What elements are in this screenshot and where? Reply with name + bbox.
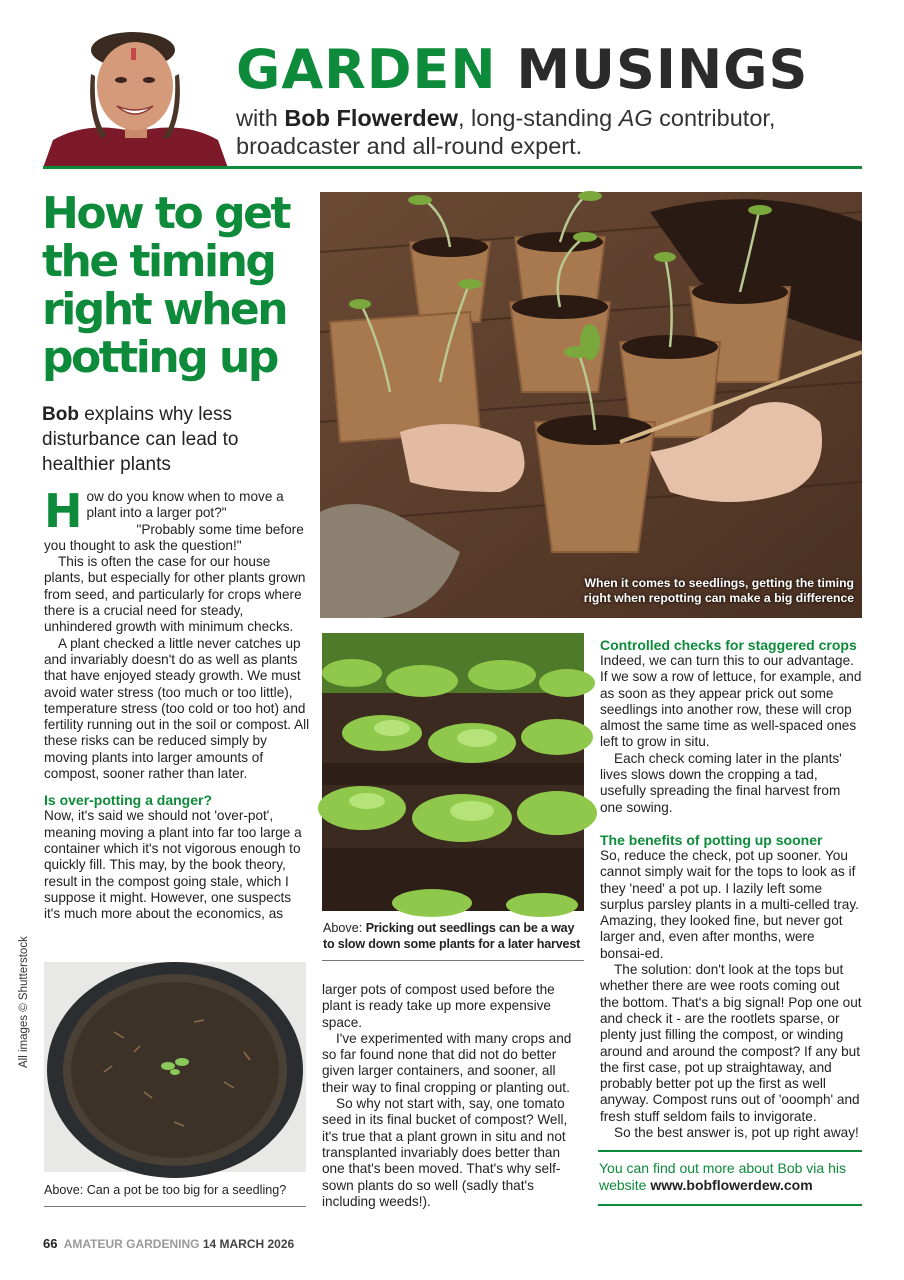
- page-footer: [43, 1236, 294, 1251]
- pot-photo: [44, 962, 306, 1172]
- paragraph: I've experimented with many crops and so far found none that did not do better given larger containers, and sooner, all their way to final cropping or planting out.: [322, 1030, 572, 1095]
- paragraph: ow do you know when to move a plant into a larger pot?": [86, 489, 284, 521]
- caption-prefix: Above:: [323, 921, 366, 935]
- paragraph: This is often the case for our house plants, but especially for other plants grown from seed, and particularly for crops where there is a crucial need for steady, unhindered growth with minimum checks.: [44, 554, 306, 635]
- footer-top-rule: [598, 1150, 862, 1152]
- caption-divider: [322, 960, 584, 961]
- author-portrait: [43, 28, 228, 168]
- standfirst-bold: Bob: [42, 404, 79, 425]
- lettuce-photo: [322, 633, 584, 911]
- issue-date: 14 MARCH 2026: [202, 1237, 295, 1251]
- article-headline: How to get the timing right when potting up: [42, 188, 289, 383]
- caption-text: Pricking out seedlings can be a way to slow down some plants for a later harvest: [323, 921, 581, 951]
- footer-bottom-rule: [598, 1204, 862, 1206]
- section-title: [236, 40, 808, 100]
- subtitle-post: contributor, broadcaster and all-round expert.: [236, 105, 776, 159]
- paragraph: The solution: don't look at the tops but whether there are wee roots coming out the bottom. That's a big signal! Pop one out and check it - are the rootlets sparse, or plenty just filling the compost, or winding around and around the compost? If any but the first case, pot up straightaway, and probably better pot up the first as well anyway. Compost runs out of 'ooomph' and fresh stuff seldom fails to invigorate.: [600, 962, 862, 1124]
- pot-caption-divider: [44, 1206, 306, 1207]
- magazine-abbrev: AG: [618, 105, 653, 131]
- subheading: Is over-potting a danger?: [44, 792, 213, 809]
- pot-caption: Above: Can a pot be too big for a seedling?: [44, 1183, 287, 1197]
- page-number: 66: [43, 1236, 58, 1251]
- website-note-text: You can find out more about Bob via his website: [599, 1160, 846, 1193]
- magazine-name: AMATEUR GARDENING: [63, 1237, 200, 1251]
- paragraph: A plant checked a little never catches up and invariably doesn't do as well as plants that have enjoyed steady growth. We must avoid water stress (too much or too little), temperature stress (too cold or too hot) and fertility running out in the soil or compost. All these risks can be reduced simply by moving plants into larger amounts of compost, sooner rather than later.: [44, 635, 310, 782]
- author-name: Bob Flowerdew: [284, 105, 458, 131]
- standfirst: [42, 402, 302, 477]
- paragraph: So why not start with, say, one tomato seed in its final bucket of compost? Well, it's true that a plant grown in situ and not transplanted invariably does better than one that's been moved. That's why self-sown plants do so well (sadly that's including weeds!).: [322, 1096, 568, 1209]
- paragraph: Indeed, we can turn this to our advantage. If we sow a row of lettuce, for example, and as soon as they appear prick out some seedlings into another row, these will crop almost the same time as well-spaced ones left to grow in situ.: [600, 653, 862, 750]
- drop-cap: H: [44, 484, 83, 538]
- header-divider: [43, 166, 862, 169]
- section-subtitle: [236, 104, 836, 160]
- paragraph: So, reduce the check, pot up sooner. You cannot simply wait for the tops to look as if they 'need' a pot up. I lazily left some surplus parsley plants in a multi-celled tray. Amazing, they looked fine, but never got larger and, even after months, were bonsai-ed.: [600, 847, 859, 961]
- website-note: [599, 1160, 861, 1194]
- subheading: The benefits of potting up sooner: [600, 831, 823, 848]
- main-photo-caption: When it comes to seedlings, getting the timing right when repotting can make a big difference: [583, 576, 854, 605]
- paragraph: Now, it's said we should not 'over-pot', meaning moving a plant into far too large a container which it's not vigorous enough to quickly fill. This may, by the book theory, result in the compost going stale, which I suppose it might. However, one suspects it's much more about the economics, as: [44, 808, 302, 922]
- paragraph: larger pots of compost used before the plant is ready take up more expensive space.: [322, 982, 555, 1030]
- website-link[interactable]: www.bobflowerdew.com: [650, 1177, 813, 1193]
- standfirst-text: explains why less disturbance can lead to healthier plants: [42, 404, 239, 475]
- subtitle-mid: , long-standing: [457, 105, 619, 131]
- image-credit: All images © Shutterstock: [18, 936, 30, 1068]
- section-title-green: GARDEN: [236, 38, 497, 101]
- article-column-3: [600, 637, 862, 1141]
- seedlings-photo: [320, 192, 862, 618]
- subheading: Controlled checks for staggered crops: [600, 637, 857, 653]
- lettuce-caption: [323, 920, 583, 952]
- paragraph: Each check coming later in the plants' lives slows down the cropping a tad, usefully spreading the final harvest from one sowing.: [600, 750, 842, 815]
- section-title-dark: MUSINGS: [516, 38, 809, 101]
- paragraph: So the best answer is, pot up right away!: [614, 1125, 859, 1141]
- article-column-2: [322, 982, 580, 1214]
- subtitle-pre: with: [236, 105, 285, 131]
- paragraph: "Probably some time before you thought to ask the question!": [44, 521, 304, 553]
- article-column-1: [44, 484, 310, 951]
